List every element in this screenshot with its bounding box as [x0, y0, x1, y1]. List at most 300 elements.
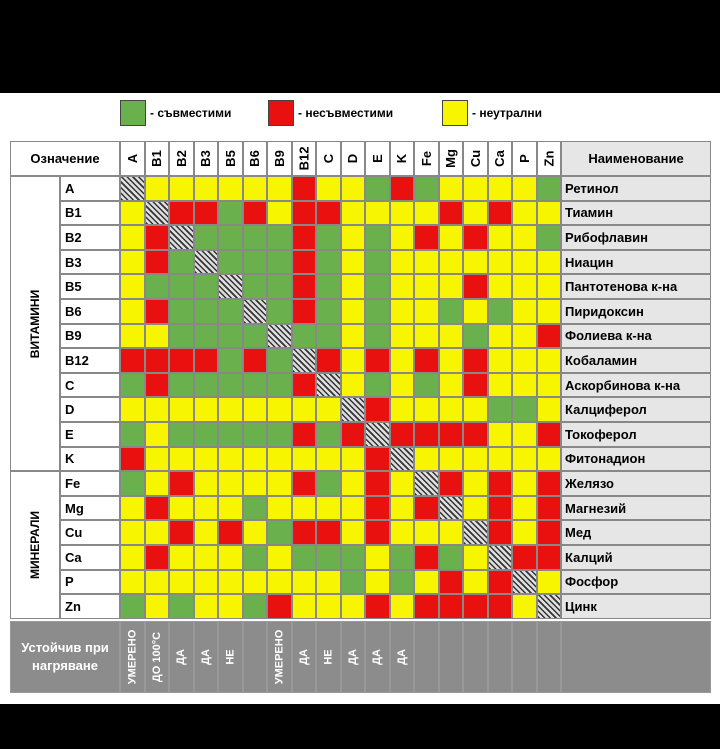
heat-cell [414, 621, 439, 693]
matrix-cell [243, 176, 268, 201]
column-header-b2 [169, 141, 194, 176]
matrix-cell [390, 594, 415, 619]
matrix-cell [316, 570, 341, 595]
matrix-cell [488, 201, 513, 226]
matrix-cell [341, 225, 366, 250]
row-code-p: P [60, 570, 120, 595]
matrix-cell [488, 348, 513, 373]
row-code-a: A [60, 176, 120, 201]
matrix-cell [463, 570, 488, 595]
matrix-cell [488, 176, 513, 201]
heat-value: НЕ [224, 649, 237, 665]
matrix-cell [120, 545, 145, 570]
matrix-cell [390, 422, 415, 447]
matrix-cell [267, 201, 292, 226]
matrix-cell [463, 422, 488, 447]
matrix-cell [390, 274, 415, 299]
matrix-cell [341, 250, 366, 275]
matrix-cell [463, 397, 488, 422]
matrix-cell [439, 324, 464, 349]
matrix-cell [194, 348, 219, 373]
matrix-cell [120, 520, 145, 545]
matrix-cell [145, 471, 170, 496]
matrix-cell [267, 397, 292, 422]
column-header-label: B9 [271, 150, 287, 167]
matrix-cell [390, 299, 415, 324]
matrix-cell [145, 299, 170, 324]
matrix-cell [463, 250, 488, 275]
matrix-cell [537, 471, 562, 496]
matrix-cell [292, 225, 317, 250]
row-code-fe: Fe [60, 471, 120, 496]
matrix-cell [218, 225, 243, 250]
matrix-cell [414, 348, 439, 373]
row-name-fe: Желязо [561, 471, 711, 496]
heat-cell [267, 621, 292, 693]
matrix-cell [414, 594, 439, 619]
matrix-cell [512, 274, 537, 299]
matrix-cell [120, 570, 145, 595]
matrix-cell [537, 397, 562, 422]
matrix-cell [341, 496, 366, 521]
matrix-cell [463, 299, 488, 324]
matrix-cell [390, 520, 415, 545]
matrix-cell [390, 496, 415, 521]
matrix-cell [365, 422, 390, 447]
matrix-cell [463, 471, 488, 496]
matrix-cell [463, 324, 488, 349]
matrix-cell [169, 274, 194, 299]
matrix-cell [267, 299, 292, 324]
matrix-cell [316, 422, 341, 447]
legend-compatible-label: - съвместими [150, 106, 232, 120]
matrix-cell [537, 422, 562, 447]
matrix-cell [463, 348, 488, 373]
matrix-cell [463, 373, 488, 398]
matrix-cell [341, 324, 366, 349]
matrix-cell [537, 570, 562, 595]
matrix-cell [316, 397, 341, 422]
matrix-cell [414, 274, 439, 299]
matrix-cell [120, 299, 145, 324]
matrix-cell [292, 324, 317, 349]
row-name-b1: Тиамин [561, 201, 711, 226]
matrix-cell [169, 373, 194, 398]
matrix-cell [488, 274, 513, 299]
matrix-cell [537, 324, 562, 349]
column-header-label: Mg [443, 149, 459, 168]
row-code-e: E [60, 422, 120, 447]
column-header-mg [439, 141, 464, 176]
matrix-cell [194, 422, 219, 447]
matrix-cell [145, 348, 170, 373]
legend-compatible [120, 100, 231, 126]
heat-value: ДА [371, 648, 384, 665]
matrix-cell [488, 397, 513, 422]
matrix-cell [341, 422, 366, 447]
matrix-cell [145, 520, 170, 545]
matrix-cell [463, 201, 488, 226]
matrix-cell [537, 373, 562, 398]
matrix-cell [194, 447, 219, 472]
matrix-cell [169, 471, 194, 496]
matrix-cell [316, 225, 341, 250]
matrix-cell [488, 520, 513, 545]
row-code-zn: Zn [60, 594, 120, 619]
matrix-cell [414, 225, 439, 250]
row-code-b5: B5 [60, 274, 120, 299]
matrix-cell [169, 201, 194, 226]
matrix-cell [512, 250, 537, 275]
row-name-b9: Фолиева к-на [561, 324, 711, 349]
matrix-cell [414, 201, 439, 226]
matrix-cell [218, 348, 243, 373]
matrix-cell [145, 250, 170, 275]
row-name-c: Аскорбинова к-на [561, 373, 711, 398]
matrix-cell [537, 594, 562, 619]
name-header: Наименование [561, 141, 711, 176]
matrix-cell [488, 422, 513, 447]
matrix-cell [463, 520, 488, 545]
heat-value: ДА [199, 648, 212, 665]
column-header-label: B12 [296, 146, 312, 171]
matrix-cell [365, 324, 390, 349]
heat-cell [341, 621, 366, 693]
matrix-cell [390, 324, 415, 349]
matrix-cell [488, 225, 513, 250]
matrix-cell [267, 594, 292, 619]
matrix-cell [365, 274, 390, 299]
row-code-ca: Ca [60, 545, 120, 570]
legend-incompatible [268, 100, 393, 126]
matrix-cell [341, 201, 366, 226]
matrix-cell [145, 397, 170, 422]
matrix-cell [390, 447, 415, 472]
matrix-cell [463, 496, 488, 521]
column-header-label: K [394, 153, 410, 164]
matrix-cell [169, 397, 194, 422]
column-header-label: Fe [418, 150, 434, 167]
matrix-cell [194, 299, 219, 324]
heat-value: ДА [297, 648, 310, 665]
matrix-cell [218, 373, 243, 398]
matrix-cell [194, 373, 219, 398]
matrix-cell [243, 201, 268, 226]
matrix-cell [243, 274, 268, 299]
heat-cell [292, 621, 317, 693]
column-header-label: B2 [173, 150, 189, 167]
matrix-cell [365, 447, 390, 472]
matrix-cell [194, 225, 219, 250]
heat-value: НЕ [322, 649, 335, 665]
matrix-cell [365, 348, 390, 373]
matrix-cell [145, 201, 170, 226]
matrix-cell [341, 570, 366, 595]
matrix-cell [316, 594, 341, 619]
matrix-cell [414, 324, 439, 349]
matrix-cell [218, 397, 243, 422]
matrix-cell [243, 520, 268, 545]
matrix-cell [365, 225, 390, 250]
heat-cell [169, 621, 194, 693]
matrix-cell [537, 225, 562, 250]
matrix-cell [512, 496, 537, 521]
matrix-cell [169, 348, 194, 373]
matrix-cell [292, 250, 317, 275]
matrix-cell [537, 496, 562, 521]
matrix-cell [194, 324, 219, 349]
matrix-cell [390, 570, 415, 595]
matrix-cell [267, 324, 292, 349]
green-swatch [120, 100, 146, 126]
matrix-cell [488, 594, 513, 619]
matrix-cell [316, 447, 341, 472]
matrix-cell [243, 250, 268, 275]
matrix-cell [414, 496, 439, 521]
matrix-cell [316, 545, 341, 570]
matrix-cell [169, 225, 194, 250]
matrix-cell [243, 299, 268, 324]
matrix-cell [218, 520, 243, 545]
matrix-cell [512, 471, 537, 496]
matrix-cell [267, 422, 292, 447]
legend-neutral-label: - неутрални [472, 106, 543, 120]
matrix-cell [292, 274, 317, 299]
matrix-cell [537, 447, 562, 472]
matrix-cell [512, 422, 537, 447]
matrix-cell [439, 397, 464, 422]
group-minerals [10, 471, 60, 619]
matrix-cell [537, 274, 562, 299]
matrix-cell [120, 397, 145, 422]
matrix-cell [463, 447, 488, 472]
matrix-cell [145, 373, 170, 398]
matrix-cell [194, 496, 219, 521]
matrix-cell [316, 520, 341, 545]
matrix-cell [169, 176, 194, 201]
matrix-cell [267, 348, 292, 373]
heat-value: УМЕРЕНО [126, 629, 139, 685]
legend-incompatible-label: - несъвместими [298, 106, 394, 120]
column-header-label: Ca [492, 150, 508, 167]
matrix-cell [365, 397, 390, 422]
matrix-cell [169, 422, 194, 447]
column-header-label: Cu [467, 149, 483, 168]
row-code-b12: B12 [60, 348, 120, 373]
matrix-cell [439, 348, 464, 373]
matrix-cell [316, 496, 341, 521]
matrix-cell [145, 324, 170, 349]
matrix-cell [218, 447, 243, 472]
matrix-cell [145, 594, 170, 619]
matrix-cell [169, 250, 194, 275]
heat-cell [365, 621, 390, 693]
designation-header: Означение [10, 141, 120, 176]
matrix-cell [194, 176, 219, 201]
column-header-label: P [516, 154, 532, 163]
matrix-cell [341, 348, 366, 373]
matrix-cell [439, 274, 464, 299]
row-name-p: Фосфор [561, 570, 711, 595]
matrix-cell [365, 373, 390, 398]
matrix-cell [194, 250, 219, 275]
matrix-cell [439, 299, 464, 324]
matrix-cell [512, 225, 537, 250]
matrix-cell [169, 520, 194, 545]
matrix-cell [439, 570, 464, 595]
column-header-b6 [243, 141, 268, 176]
matrix-cell [194, 545, 219, 570]
matrix-cell [316, 299, 341, 324]
matrix-cell [292, 447, 317, 472]
matrix-cell [145, 225, 170, 250]
row-code-b9: B9 [60, 324, 120, 349]
matrix-cell [169, 570, 194, 595]
matrix-cell [365, 299, 390, 324]
column-header-label: B1 [149, 150, 165, 167]
matrix-cell [218, 274, 243, 299]
matrix-cell [120, 324, 145, 349]
heat-cell [512, 621, 537, 693]
matrix-cell [218, 201, 243, 226]
column-header-cu [463, 141, 488, 176]
row-name-cu: Мед [561, 520, 711, 545]
matrix-cell [537, 176, 562, 201]
matrix-cell [463, 594, 488, 619]
row-code-c: C [60, 373, 120, 398]
matrix-cell [292, 545, 317, 570]
matrix-cell [292, 201, 317, 226]
matrix-cell [267, 373, 292, 398]
matrix-cell [169, 324, 194, 349]
matrix-cell [194, 520, 219, 545]
matrix-cell [439, 373, 464, 398]
matrix-cell [341, 176, 366, 201]
matrix-cell [316, 471, 341, 496]
matrix-cell [267, 176, 292, 201]
matrix-cell [120, 176, 145, 201]
matrix-cell [537, 201, 562, 226]
matrix-cell [365, 471, 390, 496]
matrix-cell [145, 274, 170, 299]
group-vitamins [10, 176, 60, 471]
matrix-cell [243, 594, 268, 619]
matrix-cell [537, 348, 562, 373]
column-header-zn [537, 141, 562, 176]
row-name-b6: Пиридоксин [561, 299, 711, 324]
row-name-b2: Рибофлавин [561, 225, 711, 250]
row-code-cu: Cu [60, 520, 120, 545]
matrix-cell [194, 397, 219, 422]
matrix-cell [439, 422, 464, 447]
matrix-cell [463, 545, 488, 570]
matrix-cell [414, 471, 439, 496]
heat-cell [120, 621, 145, 693]
row-name-zn: Цинк [561, 594, 711, 619]
matrix-cell [218, 422, 243, 447]
column-header-b5 [218, 141, 243, 176]
matrix-cell [488, 570, 513, 595]
matrix-cell [537, 545, 562, 570]
matrix-cell [390, 348, 415, 373]
matrix-cell [439, 225, 464, 250]
matrix-cell [120, 348, 145, 373]
matrix-cell [243, 447, 268, 472]
matrix-cell [292, 570, 317, 595]
matrix-cell [488, 496, 513, 521]
matrix-cell [537, 299, 562, 324]
matrix-cell [243, 496, 268, 521]
matrix-cell [414, 299, 439, 324]
matrix-cell [439, 496, 464, 521]
matrix-cell [169, 594, 194, 619]
row-name-b12: Кобаламин [561, 348, 711, 373]
column-header-b9 [267, 141, 292, 176]
column-header-b12 [292, 141, 317, 176]
matrix-cell [512, 447, 537, 472]
matrix-cell [243, 545, 268, 570]
matrix-cell [292, 397, 317, 422]
matrix-cell [267, 274, 292, 299]
column-header-label: B3 [198, 150, 214, 167]
column-header-label: C [320, 153, 336, 164]
matrix-cell [512, 324, 537, 349]
row-code-k: K [60, 447, 120, 472]
matrix-cell [169, 447, 194, 472]
matrix-cell [218, 471, 243, 496]
heat-cell [537, 621, 562, 693]
matrix-cell [365, 250, 390, 275]
matrix-cell [390, 201, 415, 226]
matrix-cell [365, 496, 390, 521]
matrix-cell [243, 373, 268, 398]
row-name-d: Калциферол [561, 397, 711, 422]
matrix-cell [488, 250, 513, 275]
matrix-cell [414, 250, 439, 275]
matrix-cell [243, 397, 268, 422]
matrix-cell [316, 201, 341, 226]
matrix-cell [439, 447, 464, 472]
matrix-cell [145, 545, 170, 570]
matrix-cell [292, 471, 317, 496]
matrix-cell [169, 545, 194, 570]
matrix-cell [218, 176, 243, 201]
matrix-cell [414, 176, 439, 201]
matrix-cell [365, 520, 390, 545]
matrix-cell [292, 176, 317, 201]
heat-value: УМЕРЕНО [273, 629, 286, 685]
matrix-cell [463, 225, 488, 250]
matrix-cell [120, 274, 145, 299]
matrix-cell [512, 201, 537, 226]
column-header-label: E [369, 154, 385, 163]
matrix-cell [439, 250, 464, 275]
column-header-label: D [345, 153, 361, 164]
matrix-cell [341, 397, 366, 422]
matrix-cell [365, 201, 390, 226]
matrix-cell [488, 324, 513, 349]
matrix-cell [316, 373, 341, 398]
matrix-cell [120, 422, 145, 447]
matrix-cell [537, 250, 562, 275]
matrix-cell [365, 570, 390, 595]
heat-name-blank [561, 621, 711, 693]
matrix-cell [120, 225, 145, 250]
heat-cell [439, 621, 464, 693]
row-name-b5: Пантотенова к-на [561, 274, 711, 299]
matrix-cell [145, 447, 170, 472]
matrix-cell [439, 594, 464, 619]
